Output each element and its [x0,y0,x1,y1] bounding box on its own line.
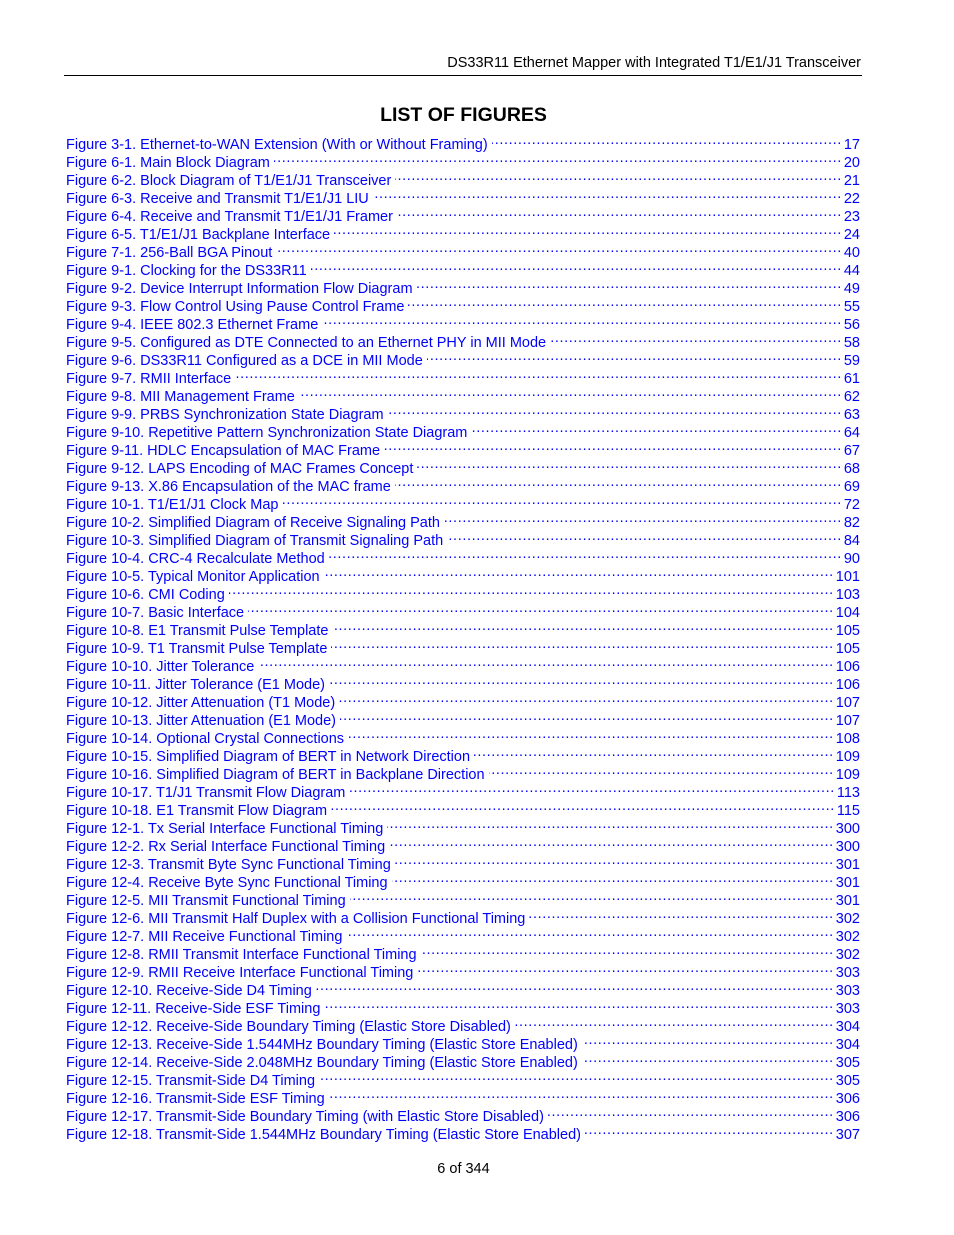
figure-link-label: Figure 10-10. Jitter Tolerance [66,659,255,675]
figure-link-page: 68 [843,461,860,477]
dot-leader [373,185,842,203]
dot-leader [334,221,842,239]
dot-leader [322,311,842,329]
dot-leader [332,617,833,635]
dot-leader [331,797,835,815]
figure-link-page: 305 [835,1073,860,1089]
figure-link-page: 301 [835,857,860,873]
figure-link-label: Figure 9-12. LAPS Encoding of MAC Frames Concept [66,461,414,477]
figure-link-label: Figure 10-4. CRC-4 Recalculate Method [66,551,325,567]
figure-link-label: Figure 10-15. Simplified Diagram of BERT in Network Direction [66,749,471,765]
figure-link-label: Figure 7-1. 256-Ball BGA Pinout [66,245,273,261]
dot-leader [384,437,842,455]
figure-link-page: 21 [843,173,860,189]
figure-link-label: Figure 10-7. Basic Interface [66,605,245,621]
figure-link-label: Figure 6-4. Receive and Transmit T1/E1/J1 Framer [66,209,393,225]
figure-link-page: 300 [835,821,860,837]
figure-link-label: Figure 10-9. T1 Transmit Pulse Template [66,641,328,657]
figure-link[interactable] [66,131,860,153]
dot-leader [319,1067,834,1085]
figure-link-page: 302 [835,911,860,927]
figure-link-label: Figure 9-5. Configured as DTE Connected to an Ethernet PHY in MII Mode [66,335,547,351]
dot-leader [329,545,842,563]
figure-link-label: Figure 10-2. Simplified Diagram of Receive Signaling Path [66,515,440,531]
figure-link-page: 109 [835,749,860,765]
figure-link-page: 63 [843,407,860,423]
figure-link-label: Figure 9-10. Repetitive Pattern Synchronization State Diagram [66,425,468,441]
figure-link-page: 302 [835,947,860,963]
dot-leader [417,959,833,977]
figure-link-label: Figure 12-6. MII Transmit Half Duplex with a Collision Functional Timing [66,911,526,927]
figure-link-label: Figure 9-1. Clocking for the DS33R11 [66,263,307,279]
dot-leader [427,347,842,365]
dot-leader [397,203,842,221]
dot-leader [421,941,834,959]
figure-link-page: 304 [835,1019,860,1035]
figure-link-page: 105 [835,623,860,639]
figure-link-label: Figure 3-1. Ethernet-to-WAN Extension (With or Without Framing) [66,137,488,153]
figure-link-label: Figure 9-8. MII Management Frame [66,389,295,405]
figure-link-page: 113 [836,785,860,801]
dot-leader [329,1085,834,1103]
figure-link-label: Figure 12-14. Receive-Side 2.048MHz Boundary Timing (Elastic Store Enabled) [66,1055,578,1071]
figure-link-label: Figure 9-11. HDLC Encapsulation of MAC Frame [66,443,381,459]
figure-link-label: Figure 10-5. Typical Monitor Application [66,569,320,585]
figure-link-page: 82 [843,515,860,531]
dot-leader [474,743,834,761]
dot-leader [388,401,842,419]
dot-leader [548,1103,834,1121]
figure-link-page: 104 [835,605,860,621]
dot-leader [299,383,842,401]
document-header-title: DS33R11 Ethernet Mapper with Integrated T1/E1/J1 Transceiver [447,55,861,71]
figure-link-label: Figure 9-9. PRBS Synchronization State Diagram [66,407,384,423]
list-of-figures [66,131,860,1143]
figure-link-page: 304 [835,1037,860,1053]
page-number: 6 of 344 [437,1161,490,1177]
figure-link-page: 24 [843,227,860,243]
figure-link-page: 49 [843,281,860,297]
figure-link-page: 107 [835,695,860,711]
figure-link-label: Figure 9-7. RMII Interface [66,371,232,387]
figure-link-page: 300 [835,839,860,855]
figure-link-label: Figure 10-18. E1 Transmit Flow Diagram [66,803,328,819]
dot-leader [229,581,834,599]
dot-leader [550,329,842,347]
figure-link-page: 40 [843,245,860,261]
figure-link-label: Figure 6-1. Main Block Diagram [66,155,270,171]
figure-link-page: 90 [843,551,860,567]
dot-leader [395,167,842,185]
figure-link-page: 61 [843,371,860,387]
figure-link-label: Figure 12-8. RMII Transmit Interface Functional Timing [66,947,417,963]
figure-link-label: Figure 12-3. Transmit Byte Sync Functional Timing [66,857,391,873]
figure-link-label: Figure 9-13. X.86 Encapsulation of the MAC frame [66,479,391,495]
dot-leader [471,419,841,437]
figure-link-label: Figure 9-3. Flow Control Using Pause Control Frame [66,299,405,315]
dot-leader [585,1121,834,1139]
figure-link-page: 62 [843,389,860,405]
figure-link-label: Figure 12-16. Transmit-Side ESF Timing [66,1091,325,1107]
figure-link-page: 101 [835,569,860,585]
figure-link-label: Figure 10-12. Jitter Attenuation (T1 Mode) [66,695,336,711]
page-title: LIST OF FIGURES [380,104,547,126]
dot-leader [316,977,834,995]
figure-link-label: Figure 6-2. Block Diagram of T1/E1/J1 Transceiver [66,173,392,189]
figure-link-label: Figure 12-7. MII Receive Functional Timing [66,929,343,945]
figure-link-page: 20 [843,155,860,171]
figure-link-label: Figure 10-14. Optional Crystal Connections [66,731,345,747]
figure-link-page: 106 [835,659,860,675]
dot-leader [444,509,842,527]
figure-link-label: Figure 9-4. IEEE 802.3 Ethernet Frame [66,317,319,333]
dot-leader [417,455,842,473]
dot-leader [274,149,842,167]
figure-link-page: 67 [843,443,860,459]
dot-leader [324,563,834,581]
figure-link-page: 115 [836,803,860,819]
dot-leader [395,851,834,869]
figure-link-page: 106 [835,677,860,693]
figure-link-page: 64 [843,425,860,441]
figure-link-page: 105 [835,641,860,657]
figure-link-label: Figure 12-9. RMII Receive Interface Functional Timing [66,965,414,981]
figure-link-label: Figure 10-16. Simplified Diagram of BERT in Backplane Direction [66,767,485,783]
figure-link-label: Figure 10-13. Jitter Attenuation (E1 Mode) [66,713,337,729]
figure-link-page: 17 [843,137,860,153]
figure-link-page: 303 [835,983,860,999]
figure-link-label: Figure 12-1. Tx Serial Interface Functional Timing [66,821,384,837]
dot-leader [515,1013,834,1031]
dot-leader [387,815,834,833]
figure-link-page: 44 [843,263,860,279]
figure-link-label: Figure 12-4. Receive Byte Sync Functional Timing [66,875,388,891]
dot-leader [283,491,842,509]
figure-link-page: 305 [835,1055,860,1071]
dot-leader [346,923,833,941]
dot-leader [417,275,842,293]
figure-link-label: Figure 10-8. E1 Transmit Pulse Template [66,623,329,639]
figure-link-label: Figure 10-17. T1/J1 Transmit Flow Diagram [66,785,346,801]
figure-link-label: Figure 12-17. Transmit-Side Boundary Timing (with Elastic Store Disabled) [66,1109,544,1125]
figure-link-label: Figure 12-13. Receive-Side 1.544MHz Boundary Timing (Elastic Store Enabled) [66,1037,578,1053]
figure-link-page: 303 [835,965,860,981]
figure-link-label: Figure 9-2. Device Interrupt Information Flow Diagram [66,281,413,297]
dot-leader [329,671,834,689]
figure-link-label: Figure 6-5. T1/E1/J1 Backplane Interface [66,227,331,243]
figure-link-page: 59 [843,353,860,369]
figure-link-page: 84 [843,533,860,549]
dot-leader [395,473,842,491]
dot-leader [235,365,842,383]
dot-leader [489,761,834,779]
dot-leader [339,689,834,707]
figure-link-page: 56 [843,317,860,333]
dot-leader [311,257,842,275]
figure-link-label: Figure 12-2. Rx Serial Interface Functional Timing [66,839,386,855]
dot-leader [492,131,842,149]
figure-link-page: 107 [835,713,860,729]
figure-link-label: Figure 12-11. Receive-Side ESF Timing [66,1001,321,1017]
figure-link-page: 55 [843,299,860,315]
figure-link-label: Figure 10-1. T1/E1/J1 Clock Map [66,497,279,513]
dot-leader [447,527,842,545]
figure-link-page: 306 [835,1091,860,1107]
dot-leader [324,995,833,1013]
figure-link-page: 306 [835,1109,860,1125]
figure-link-page: 108 [835,731,860,747]
figure-link-page: 22 [843,191,860,207]
dot-leader [349,779,835,797]
figure-link-page: 72 [843,497,860,513]
figure-link-label: Figure 12-12. Receive-Side Boundary Timing (Elastic Store Disabled) [66,1019,511,1035]
figure-link-page: 103 [835,587,860,603]
figure-link-page: 307 [835,1127,860,1143]
figure-link-page: 301 [835,893,860,909]
dot-leader [392,869,834,887]
dot-leader [340,707,834,725]
figure-link-page: 23 [843,209,860,225]
figure-link-label: Figure 10-11. Jitter Tolerance (E1 Mode) [66,677,325,693]
figure-link-page: 109 [835,767,860,783]
dot-leader [276,239,842,257]
figure-link-label: Figure 12-5. MII Transmit Functional Timing [66,893,346,909]
dot-leader [258,653,833,671]
figure-link-page: 301 [835,875,860,891]
dot-leader [529,905,833,923]
header-divider [64,75,862,76]
figure-link-label: Figure 12-10. Receive-Side D4 Timing [66,983,312,999]
dot-leader [389,833,834,851]
figure-link-page: 58 [843,335,860,351]
figure-link-label: Figure 12-18. Transmit-Side 1.544MHz Boundary Timing (Elastic Store Enabled) [66,1127,581,1143]
dot-leader [350,887,834,905]
dot-leader [408,293,841,311]
figure-link-page: 303 [835,1001,860,1017]
dot-leader [348,725,834,743]
figure-link-label: Figure 12-15. Transmit-Side D4 Timing [66,1073,316,1089]
figure-link-label: Figure 6-3. Receive and Transmit T1/E1/J1 LIU [66,191,369,207]
figure-link-label: Figure 9-6. DS33R11 Configured as a DCE in MII Mode [66,353,423,369]
figure-link-page: 69 [843,479,860,495]
dot-leader [582,1049,834,1067]
dot-leader [248,599,834,617]
figure-link-label: Figure 10-6. CMI Coding [66,587,225,603]
figure-link-label: Figure 10-3. Simplified Diagram of Transmit Signaling Path [66,533,444,549]
dot-leader [331,635,833,653]
dot-leader [582,1031,834,1049]
figure-link-page: 302 [835,929,860,945]
